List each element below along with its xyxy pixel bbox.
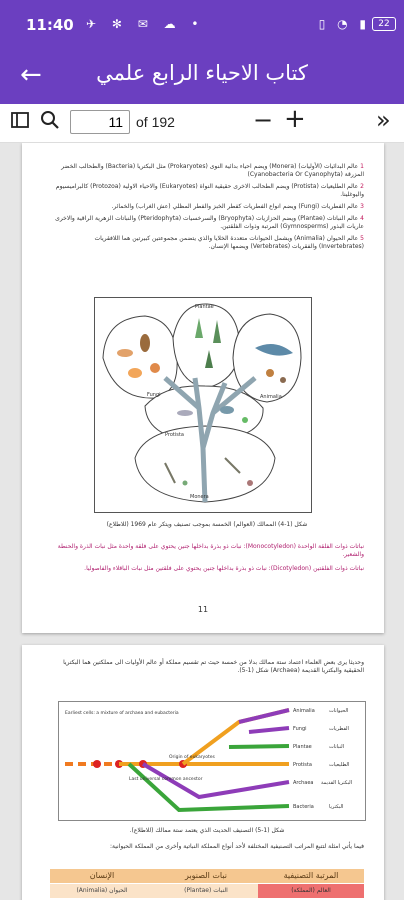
kingdom-list xyxy=(50,163,364,251)
fig-label-fungi: Fungi xyxy=(147,392,161,398)
branch-label: Fungi xyxy=(293,726,307,732)
table-header: الإنسان xyxy=(50,869,154,883)
more-tools-icon[interactable]: » xyxy=(376,106,391,134)
fig-label-animals: Animalia xyxy=(260,394,282,400)
arrow-left-icon[interactable]: ← xyxy=(20,60,42,90)
footnote-dicot: نباتات ذوات الفلقتين (Dicotyledon): نبات ذو بذرة بداخلها جنين يحتوي على فلقتين مثل نبات الباقلاء والفاصوليا. xyxy=(84,565,364,572)
fig-label-monera: Monera xyxy=(190,494,209,500)
pdf-toolbar xyxy=(0,104,404,143)
tree-origin: Origin of eukaryotes xyxy=(169,755,215,760)
kingdom-item: 1 عالم البدائيات (الأوليات) (Monera) ويضم احياء بدائية النوى (Prokaryotes) مثل البكتريا (Bacteria) والطحالب الخضر المزرقة (Cyanobacteria Or Cyanophyta) xyxy=(61,163,364,178)
page-title: كتاب الاحياء الرابع علمي xyxy=(96,61,308,85)
status-time: 11:40 xyxy=(26,16,74,34)
pdf-page-11 xyxy=(22,143,384,633)
tree-luca: Last universal common ancestor xyxy=(129,777,203,782)
fig-label-plants: Plantae xyxy=(195,304,214,310)
branch-label: Archaea xyxy=(293,780,314,786)
branch-label: Plantae xyxy=(293,744,312,750)
branch-label-ar: الحيوانات xyxy=(329,708,349,714)
below-paragraph: فيما يأتي امثلة لتتبع المراتب التصنيفية المختلفة لأحد أنواع المملكة النباتية وأخرى من المملكة الحيوانية: xyxy=(109,843,364,850)
branch-label-ar: البكتريا xyxy=(329,804,344,810)
page-number-input[interactable] xyxy=(70,110,130,134)
sidebar-toggle-icon[interactable] xyxy=(10,110,30,135)
table-cell: (Plantae) النبات xyxy=(154,884,258,898)
branch-label-ar: البكتريا القديمة xyxy=(321,780,352,786)
document-viewer[interactable] xyxy=(0,143,404,900)
page-total: of 192 xyxy=(136,114,175,130)
notification-icons: ✈ ✻ ✉ ☁ • xyxy=(86,17,205,31)
tree-note: Earliest cells: a mixture of archaea and eubacteria xyxy=(65,711,179,716)
pdf-page-12 xyxy=(22,645,384,900)
table-cell: (Animalia) الحيوان xyxy=(50,884,154,898)
branch-label: Bacteria xyxy=(293,804,314,810)
zoom-out-button[interactable]: − xyxy=(253,106,274,134)
figure-caption: شكل (1-5) التصنيف الحديث الذي يعتمد ستة ممالك (للاطلاع). xyxy=(129,827,285,834)
app-bar xyxy=(0,48,404,104)
page-number: 11 xyxy=(197,605,209,614)
footnotes xyxy=(50,543,364,573)
kingdom-item: 3 عالم الفطريات (Fungi) ويضم انواع الفطريات كفطر الخبز والفطر المظلي (عش الغراب) والخمائر. xyxy=(111,203,364,210)
branch-label: Animalia xyxy=(293,708,315,714)
five-kingdoms-figure xyxy=(94,297,312,513)
figure-caption: شكل (1-4) الممالك (العوالم) الخمسة بموجب تصنيف ويتكر عام 1969 (للاطلاع) xyxy=(106,521,308,528)
branch-label-ar: الطليعيات xyxy=(329,762,350,768)
table-cell: العالم (المملكة) xyxy=(258,884,364,898)
system-icons: ▯ ◔ ▮ xyxy=(318,17,370,31)
battery-icon: 22 xyxy=(372,17,396,31)
intro-paragraph: وحديثا يرى بعض العلماء اعتماد ستة ممالك بدلا من خمسة حيث تم تقسيم مملكة أو عالم الأوليات الى مملكتين هما البكتريا الحقيقية والبكتريا القديمة (Archaea) شكل (1-5). xyxy=(63,659,364,674)
six-kingdoms-figure xyxy=(58,701,366,821)
search-icon[interactable] xyxy=(40,110,60,135)
table-header: المرتبة التصنيفية xyxy=(258,869,364,883)
footnote-monocot: نباتات ذوات الفلقة الواحدة (Monocotyledon): نبات ذو بذرة بداخلها جنين يحتوي على فلقة واحدة مثل نبات الذرة والحنطة والشعير. xyxy=(57,543,364,558)
kingdom-item: 2 عالم الطليعيات (Protista) ويضم الطحالب الاخرى حقيقية النواة (Eukaryotes) والاحياء الاولية (Protozoa) كالبراميسيوم واليوغلينا. xyxy=(55,183,364,198)
classification-table xyxy=(50,869,364,900)
kingdom-item: 4 عالم النباتات (Plantae) ويضم الحزازيات (Bryophyta) والسرخسيات (Pteridophyta) والنباتات الزهرية الراقية والاخرى عاريات البذور (Gymnosperms) المرتبة وذوات الفلقتين. xyxy=(55,215,364,230)
table-header: نبات الصنوبر xyxy=(154,869,258,883)
fig-label-protista: Protista xyxy=(165,432,184,438)
branch-label: Protista xyxy=(293,762,312,768)
branch-label-ar: الفطريات xyxy=(329,726,349,732)
branch-label-ar: النباتات xyxy=(329,744,345,750)
status-bar xyxy=(0,0,404,48)
kingdom-item: 5 عالم الحيوان (Animalia) ويشمل الحيوانات متعددة الخلايا والذي يتضمن مجموعتين كبيرتين هما اللافقريات (Invertebrates) والفقريات (Vertebrates) ويضمها الإنسان. xyxy=(94,235,364,250)
zoom-in-button[interactable]: + xyxy=(284,104,306,134)
